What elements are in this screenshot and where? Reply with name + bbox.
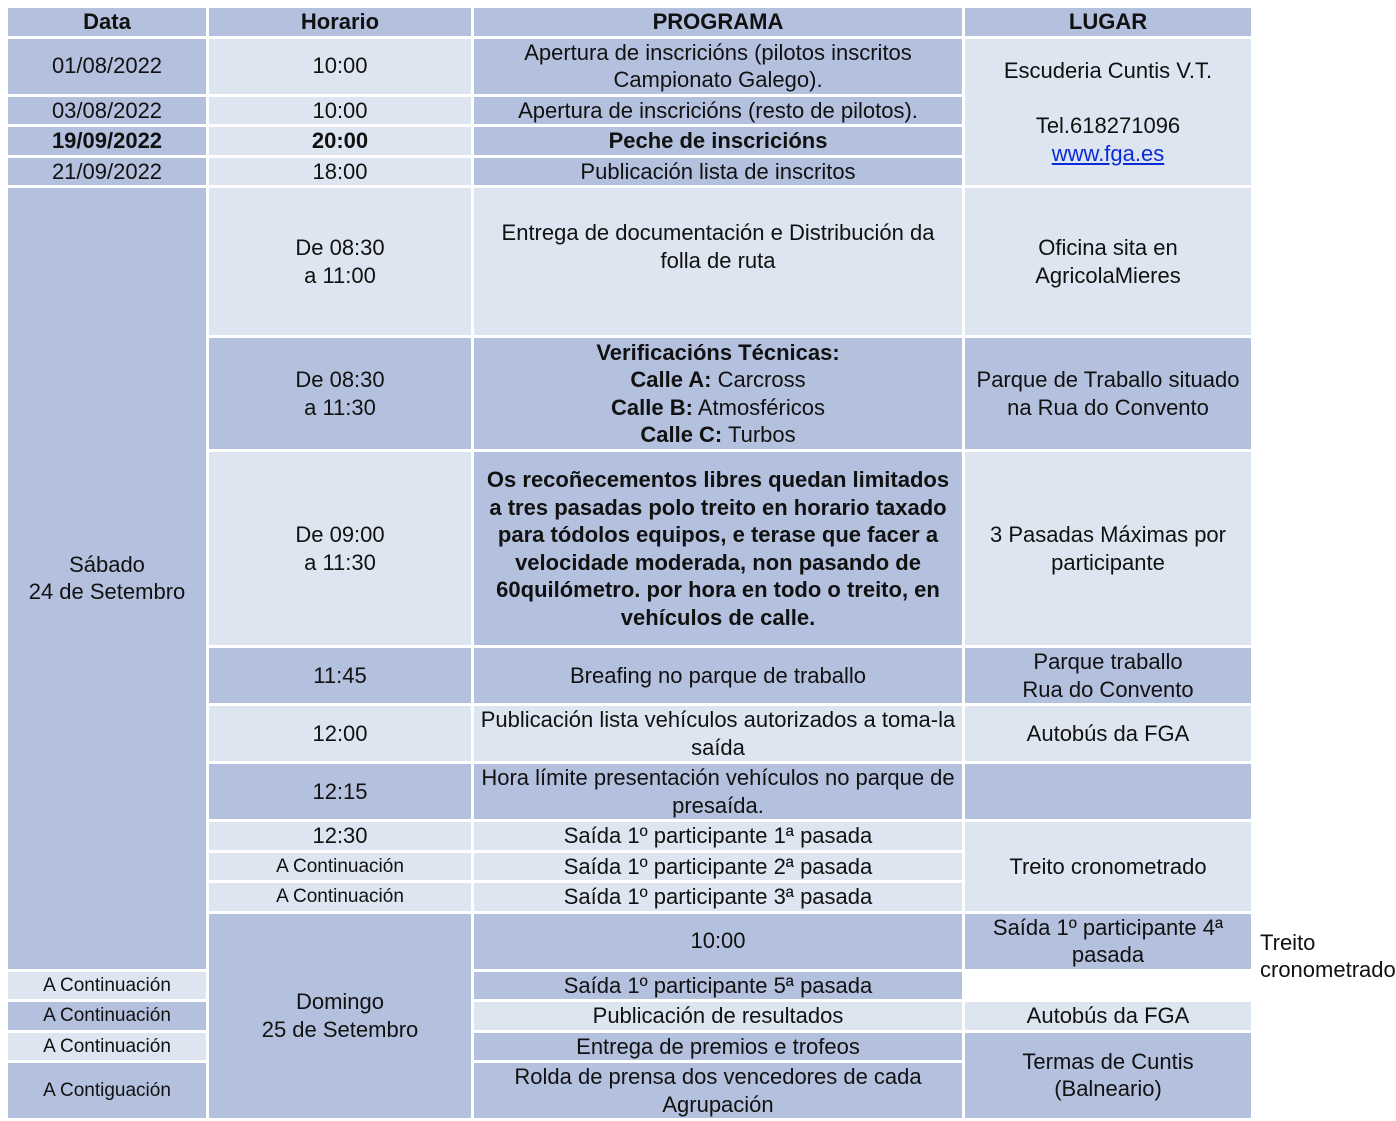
table-row [7, 1001, 1253, 1032]
program-cell: Os recoñecementos libres quedan limitados a tres pasadas polo treito en horario taxado para tódolos equipos, e terase que facer a velocidade moderada, non pasando de 60quilómetro. por hora en todo o treito, en vehículos de calle. [473, 451, 964, 647]
program-cell: Saída 1º participante 4ª pasada [964, 912, 1253, 970]
lugar-cell [964, 1031, 1253, 1120]
saturday-date: 24 de Setembro [28, 579, 186, 605]
lugar-cell: 3 Pasadas Máximas por participante [964, 451, 1253, 647]
header-data: Data [7, 7, 208, 38]
program-cell: Saída 1º participante 5ª pasada [473, 970, 964, 1001]
time-cell: 11:45 [208, 647, 473, 705]
program-cell: Rolda de prensa dos vencedores de cada Agrupación [473, 1062, 964, 1120]
program-cell: Saída 1º participante 3ª pasada [473, 882, 964, 913]
label: Calle A: [630, 367, 712, 392]
lugar-cell [964, 187, 1253, 337]
time-from: De 09:00 [295, 522, 385, 547]
program-cell: Apertura de inscricións (resto de pilotos). [473, 95, 964, 126]
time-cell: A Continuación [7, 1031, 208, 1062]
program-cell: Publicación lista vehículos autorizados a toma-la saída [473, 705, 964, 763]
lugar-cell: Parque de Traballo situado na Rua do Convento [964, 337, 1253, 451]
table-row [7, 970, 1253, 1001]
value: Carcross [717, 367, 806, 392]
program-cell: Publicación de resultados [473, 1001, 964, 1032]
saturday-date-cell [7, 187, 208, 971]
lugar-cell: Autobús da FGA [964, 1001, 1253, 1032]
escuderia-name: Escuderia Cuntis V.T. [1003, 57, 1213, 83]
verif-line-a [480, 366, 956, 394]
time-cell: 20:00 [208, 126, 473, 157]
time-cell: 12:30 [208, 821, 473, 852]
date-cell: 19/09/2022 [7, 126, 208, 157]
header-horario: Horario [208, 7, 473, 38]
time-to: a 11:00 [304, 262, 376, 288]
date-cell: 01/08/2022 [7, 37, 208, 95]
time-cell: A Continuación [208, 882, 473, 913]
lugar-cell: Autobús da FGA [964, 705, 1253, 763]
date-cell: 03/08/2022 [7, 95, 208, 126]
lugar-cell [964, 647, 1253, 705]
time-cell: 10:00 [208, 37, 473, 95]
value: Turbos [727, 422, 796, 447]
time-cell: 10:00 [208, 95, 473, 126]
time-cell: 10:00 [473, 912, 964, 970]
time-cell: A Continuación [7, 1001, 208, 1032]
program-cell: Breafing no parque de traballo [473, 647, 964, 705]
label: Calle B: [611, 394, 693, 420]
table-row [7, 1031, 1253, 1062]
time-cell [208, 451, 473, 647]
date-cell: 21/09/2022 [7, 156, 208, 187]
program-text: Entrega de documentación e Distribución da folla de ruta [501, 220, 935, 273]
fga-link[interactable]: www.fga.es [1051, 140, 1165, 166]
table-row: Domingo 25 de Setembro 10:00 Saída 1º participante 4ª pasada Treito cronometrado [7, 912, 1253, 970]
verif-line-b [480, 394, 956, 422]
lugar-line: AgricolaMieres [1035, 262, 1181, 288]
time-cell: A Contiguación [7, 1062, 208, 1120]
time-cell: 12:00 [208, 705, 473, 763]
time-cell: A Continuación [208, 851, 473, 882]
lugar-escuderia-cell [964, 37, 1253, 187]
program-cell: Hora límite presentación vehículos no parque de presaída. [473, 763, 964, 821]
lugar-line: Rua do Convento [1022, 676, 1194, 702]
program-cell: Entrega de premios e trofeos [473, 1031, 964, 1062]
time-cell [208, 187, 473, 337]
time-cell [208, 337, 473, 451]
header-programa: PROGRAMA [473, 7, 964, 38]
saturday-day: Sábado [69, 551, 145, 577]
value: Atmosféricos [697, 394, 825, 420]
time-cell: A Continuación [7, 970, 208, 1001]
header-row [7, 7, 1253, 38]
verif-title: Verificacións Técnicas: [596, 339, 840, 365]
verif-line-c [480, 421, 956, 449]
time-cell: 12:15 [208, 763, 473, 821]
sunday-date: 25 de Setembro [261, 1016, 419, 1042]
label: Calle C: [640, 422, 723, 447]
lugar-line: Termas de Cuntis [1022, 1048, 1194, 1074]
lugar-line: Oficina sita en [1038, 235, 1178, 260]
sunday-date-cell [208, 912, 473, 1120]
program-cell: Saída 1º participante 2ª pasada [473, 851, 964, 882]
program-cell: Peche de inscricións [473, 126, 964, 157]
lugar-cell: Treito cronometrado [964, 821, 1253, 913]
program-cell [473, 187, 964, 337]
table-row [7, 187, 1253, 337]
header-lugar: LUGAR [964, 7, 1253, 38]
time-cell: 18:00 [208, 156, 473, 187]
lugar-cell [964, 763, 1253, 821]
program-cell: Saída 1º participante 1ª pasada [473, 821, 964, 852]
program-cell [473, 337, 964, 451]
table-row [7, 37, 1253, 95]
program-cell: Publicación lista de inscritos [473, 156, 964, 187]
time-from: De 08:30 [295, 235, 385, 260]
time-from: De 08:30 [295, 367, 385, 392]
lugar-line: (Balneario) [1054, 1076, 1162, 1102]
sunday-day: Domingo [295, 989, 385, 1015]
time-to: a 11:30 [304, 549, 376, 575]
time-to: a 11:30 [304, 394, 376, 420]
schedule-table [5, 5, 1396, 1121]
lugar-line: Parque traballo [1033, 649, 1183, 674]
escuderia-tel: Tel.618271096 [1035, 113, 1181, 138]
program-cell: Apertura de inscricións (pilotos inscritos Campionato Galego). [473, 37, 964, 95]
